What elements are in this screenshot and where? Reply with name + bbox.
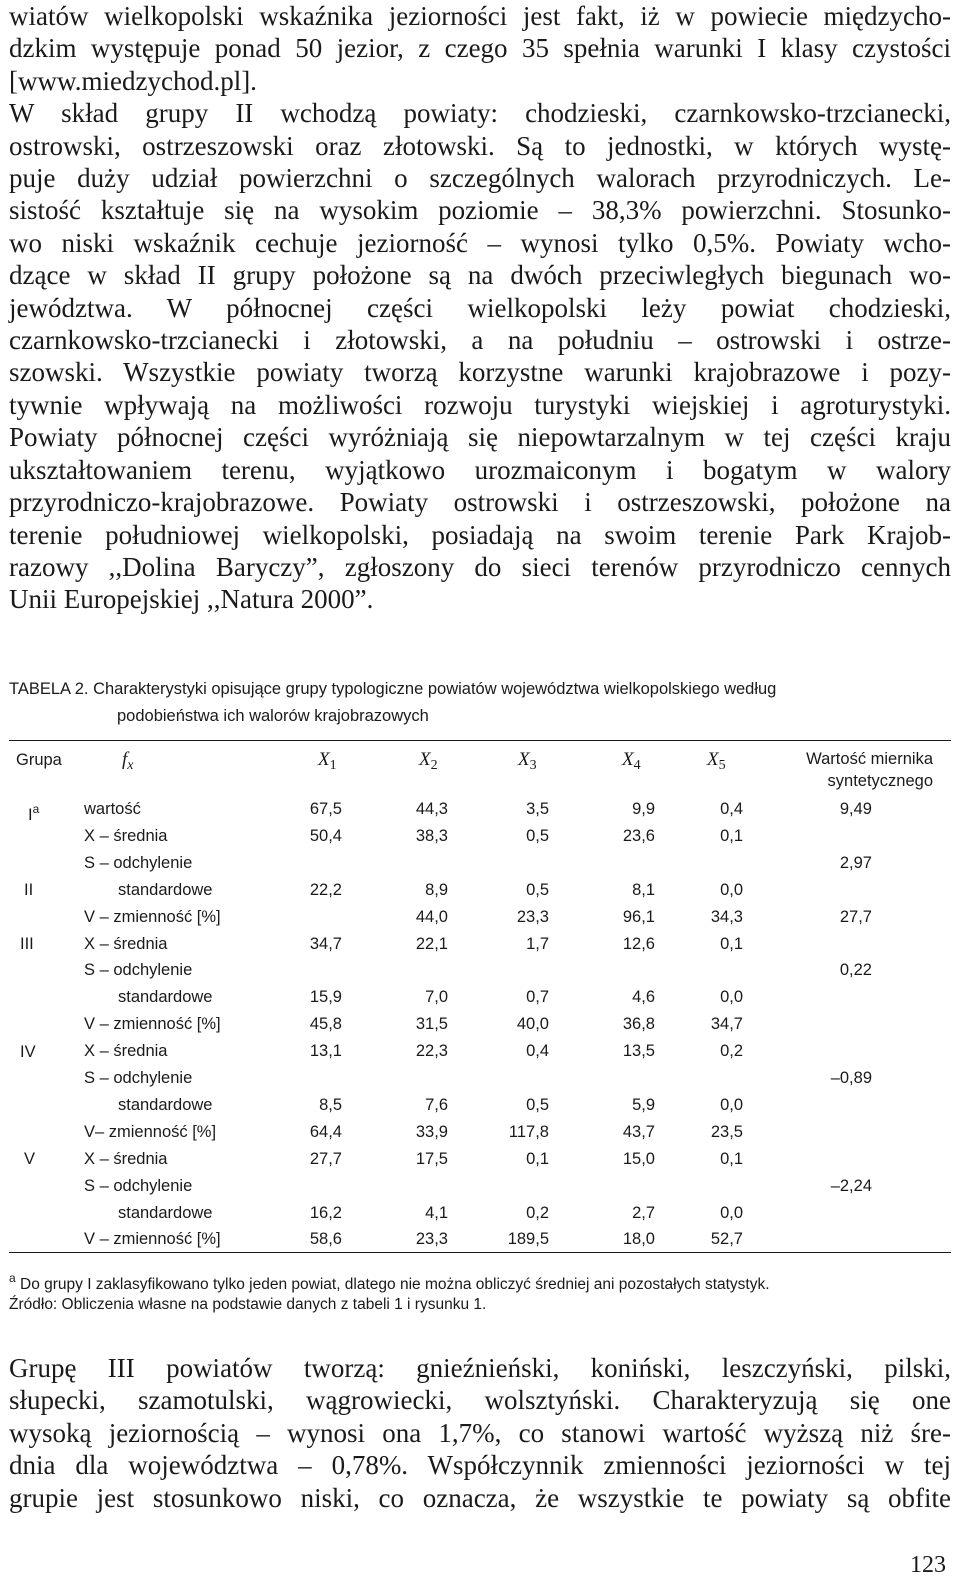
caption-text: Charakterystyki opisujące grupy typologiczne powiatów województwa wielkopolskiego według — [93, 680, 777, 698]
header-x2: $X_2$ — [419, 749, 438, 773]
text-line: czarnkowsko-trzcianecki i złotowski, a na południu – ostrowski i ostrze- — [9, 325, 951, 356]
text-line: dzące w skład II grupy położone są na dwóch przeciwległych biegunach wo- — [9, 260, 951, 291]
row-label: standardowe — [118, 880, 213, 899]
table-cell: 22,3 — [415, 1042, 448, 1061]
table-cell: 27,7 — [309, 1149, 342, 1168]
table-cell: 52,7 — [710, 1230, 743, 1249]
footnote-marker: a — [32, 802, 40, 816]
table-cell: 50,4 — [309, 826, 342, 845]
text-line: dzkim występuje ponad 50 jezior, z czego 35 spełnia warunki I klasy czystości — [9, 33, 951, 64]
miernik-cell: –0,89 — [830, 1069, 872, 1087]
table-cell: 43,7 — [622, 1122, 655, 1141]
header-x5: $X_5$ — [707, 749, 726, 773]
table-cell: 0,5 — [526, 880, 549, 899]
text-line: Powiaty północnej części wyróżniają się niepowtarzalnym w tej części kraju — [9, 422, 951, 453]
header-x4: $X_4$ — [622, 749, 641, 773]
caption-line — [9, 676, 951, 703]
table-cell: 7,0 — [425, 988, 448, 1007]
header-miernik-2: syntetycznego — [827, 772, 933, 790]
table-cell: 0,2 — [526, 1203, 549, 1222]
text-line: wo niski wskaźnik cechuje jeziorność – wynosi tylko 0,5%. Powiaty wcho- — [9, 227, 951, 258]
table-cell: 45,8 — [309, 1015, 342, 1034]
body-paragraph — [9, 1352, 951, 1514]
miernik-cell: –2,24 — [830, 1176, 872, 1195]
row-label: standardowe — [118, 1095, 213, 1114]
table-cell: 12,6 — [622, 934, 655, 953]
table-cell: 58,6 — [309, 1230, 342, 1249]
table-cell: 2,7 — [632, 1203, 655, 1222]
text-line: słupecki, szamotulski, wągrowiecki, wolsztyński. Charakteryzują się one — [9, 1385, 951, 1416]
table-cell: 33,9 — [415, 1122, 448, 1141]
row-label: S – odchylenie — [84, 853, 193, 872]
text-line: wysoką jeziornością – wynosi ona 1,7%, co stanowi wartość wyższą niż śre- — [9, 1417, 951, 1448]
table-cell: 8,5 — [319, 1095, 342, 1114]
row-label: V – zmienność [%] — [84, 907, 221, 926]
table-cell: 0,1 — [720, 826, 743, 845]
group-label: II — [24, 881, 34, 899]
row-label: V – zmienność [%] — [84, 1230, 221, 1249]
row-label: standardowe — [118, 1203, 213, 1222]
text-line: tywnie wpływają na możliwości rozwoju turystyki wiejskiej i agroturystyki. — [9, 389, 951, 420]
text-line: przyrodniczo-krajobrazowe. Powiaty ostrowski i ostrzeszowski, położone na — [9, 487, 951, 518]
table-cell: 0,2 — [720, 1042, 743, 1061]
text-line: szowski. Wszystkie powiaty tworzą korzystne warunki krajobrazowe i pozy- — [9, 357, 951, 388]
table-cell: 40,0 — [516, 1015, 549, 1034]
table-cell: 4,1 — [425, 1203, 448, 1222]
table-cell: 0,0 — [720, 1095, 743, 1114]
table-cell: 22,1 — [415, 934, 448, 953]
text-line: Unii Europejskiej ,,Natura 2000”. — [9, 584, 374, 615]
row-label: X – średnia — [84, 934, 168, 953]
text-line: wiatów wielkopolski wskaźnika jeziorności jest fakt, iż w powiecie międzycho- — [9, 1, 951, 31]
text-line: dnia dla województwa – 0,78%. Współczynnik zmienności jeziorności w tej — [9, 1450, 951, 1481]
table-cell: 15,9 — [309, 988, 342, 1007]
table-cell: 1,7 — [526, 934, 549, 953]
table-caption — [9, 676, 951, 730]
table-cell: 117,8 — [508, 1122, 549, 1141]
row-label: V – zmienność [%] — [84, 1015, 221, 1034]
table-cell: 7,6 — [425, 1095, 448, 1114]
table-cell: 44,3 — [415, 800, 448, 818]
table-cell: 0,1 — [526, 1149, 549, 1168]
text-line: ostrowski, ostrzeszowski oraz złotowski. Są to jednostki, w których wystę- — [9, 130, 951, 161]
text-line: ukształtowaniem terenu, wyjątkowo urozmaiconym i bogatym w walory — [9, 454, 951, 485]
table-cell: 0,0 — [720, 988, 743, 1007]
table-cell: 0,5 — [526, 1095, 549, 1114]
table-cell: 0,0 — [720, 880, 743, 899]
table-bottom-rule — [9, 1252, 951, 1253]
table-cell: 15,0 — [622, 1149, 655, 1168]
table-cell: 0,4 — [720, 800, 743, 818]
row-label: X – średnia — [84, 1042, 168, 1061]
table-cell: 16,2 — [309, 1203, 342, 1222]
miernik-cell: 27,7 — [839, 907, 872, 926]
table-cell: 8,1 — [632, 880, 655, 899]
table-cell: 189,5 — [507, 1230, 549, 1249]
header-x1: $X_1$ — [318, 749, 337, 773]
table-cell: 0,1 — [720, 1149, 743, 1168]
table-cell: 31,5 — [415, 1015, 448, 1034]
row-label: standardowe — [118, 988, 213, 1007]
table-cell: 9,9 — [632, 800, 655, 818]
row-label: S – odchylenie — [84, 1176, 193, 1195]
table-cell: 4,6 — [632, 988, 655, 1007]
table-cell: 23,3 — [516, 907, 549, 926]
page-number: 123 — [910, 1552, 946, 1578]
table-cell: 67,5 — [309, 800, 342, 818]
table-cell: 0,4 — [526, 1042, 549, 1061]
text-line: grupie jest stosunkowo niski, co oznacza, że wszystkie te powiaty są obfite — [9, 1482, 951, 1513]
caption-label: TABELA 2. — [9, 680, 89, 698]
table-cell: 13,1 — [309, 1042, 342, 1061]
table-cell: 0,1 — [720, 934, 743, 953]
table-cell: 3,5 — [526, 800, 549, 818]
row-label: X – średnia — [84, 1149, 168, 1168]
table-cell: 23,5 — [710, 1122, 743, 1141]
row-label: wartość — [84, 800, 141, 818]
text-line: razowy ,,Dolina Baryczy”, zgłoszony do sieci terenów przyrodniczo cennych — [9, 551, 951, 582]
header-miernik: Wartość miernika — [806, 750, 933, 768]
miernik-cell: 9,49 — [839, 800, 872, 818]
group-label: V — [24, 1150, 36, 1168]
table-footnote — [9, 1268, 951, 1295]
table-cell: 8,9 — [425, 880, 448, 899]
header-grupa: Grupa — [16, 751, 62, 769]
row-label: X – średnia — [84, 826, 168, 845]
table-cell: 23,6 — [622, 826, 655, 845]
text-line: Grupę III powiatów tworzą: gnieźnieński, koniński, leszczyński, pilski, — [9, 1353, 951, 1383]
table-cell: 44,0 — [415, 907, 448, 926]
group-label: III — [20, 935, 34, 953]
table-cell: 0,5 — [526, 826, 549, 845]
table-cell: 5,9 — [632, 1095, 655, 1114]
table-cell: 23,3 — [415, 1230, 448, 1249]
table-cell: 18,0 — [622, 1230, 655, 1249]
text-line: sistość kształtuje się na wysokim poziomie – 38,3% powierzchni. Stosunko- — [9, 195, 951, 226]
table-cell: 34,3 — [710, 907, 743, 926]
table-cell: 22,2 — [309, 880, 342, 899]
header-x3: $X_3$ — [518, 749, 537, 773]
text-line: W skład grupy II wchodzą powiaty: chodzieski, czarnkowsko-trzcianecki, — [9, 98, 951, 129]
text-line: jewództwa. W północnej części wielkopolski leży powiat chodzieski, — [9, 292, 951, 323]
table-cell: 64,4 — [309, 1122, 342, 1141]
header-fx-symbol: f — [122, 749, 128, 770]
table-cell: 0,7 — [526, 988, 549, 1007]
body-paragraph — [9, 0, 951, 616]
text-line: [www.miedzychod.pl]. — [9, 65, 257, 96]
table-cell: 96,1 — [622, 907, 655, 926]
header-fx-subscript: x — [127, 758, 134, 773]
header-fx — [122, 750, 134, 776]
group-label: $I^a$ — [28, 802, 40, 824]
text-line: puje duży udział powierzchni o szczególnych walorach przyrodniczych. Le- — [9, 163, 951, 194]
table-cell: 38,3 — [415, 826, 448, 845]
footnote-text: Do grupy I zaklasyfikowano tylko jeden powiat, dlatego nie można obliczyć średniej ani pozostałych statystyk. — [20, 1276, 770, 1293]
table-cell: 13,5 — [622, 1042, 655, 1061]
footnote-marker: a — [9, 1271, 16, 1285]
caption-line: podobieństwa ich walorów krajobrazowych — [117, 707, 429, 725]
row-label: S – odchylenie — [84, 1069, 193, 1087]
group-label: IV — [20, 1043, 36, 1061]
table-cell: 17,5 — [415, 1149, 448, 1168]
row-label: V– zmienność [%] — [84, 1122, 217, 1141]
table-cell: 0,0 — [720, 1203, 743, 1222]
table-cell: 36,8 — [622, 1015, 655, 1034]
table-source: Źródło: Obliczenia własne na podstawie danych z tabeli 1 i rysunku 1. — [9, 1296, 487, 1313]
row-label: S – odchylenie — [84, 961, 193, 980]
text-line: terenie południowej wielkopolski, posiadają na swoim terenie Park Krajob- — [9, 519, 951, 550]
miernik-cell: 0,22 — [839, 961, 872, 980]
table-top-rule — [9, 740, 951, 741]
table-cell: 34,7 — [309, 934, 342, 953]
table-cell: 34,7 — [710, 1015, 743, 1034]
miernik-cell: 2,97 — [839, 853, 872, 872]
